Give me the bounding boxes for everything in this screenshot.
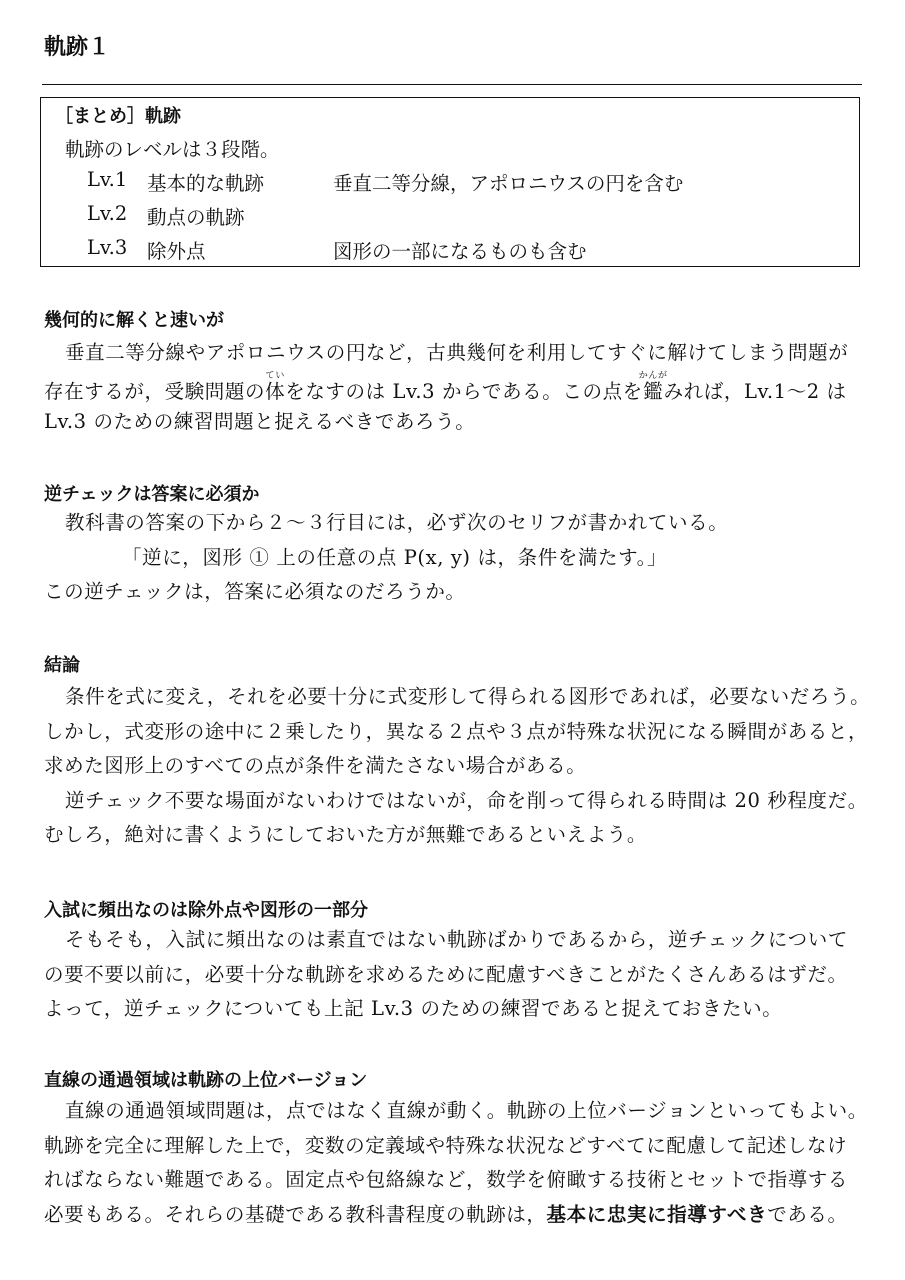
text-span: 存在するが，受験問題の — [44, 379, 266, 403]
section-body — [44, 1094, 868, 1232]
summary-box — [40, 97, 860, 267]
ruby-tei — [265, 370, 286, 403]
text-line: しかし，式変形の途中に２乗したり，異なる２点や３点が特殊な状況になる瞬間があると， — [44, 719, 869, 743]
text-line: 垂直二等分線やアポロニウスの円など，古典幾何を利用してすぐに解けてしまう問題が — [65, 341, 849, 364]
title-divider — [42, 84, 862, 85]
text-line: 直線の通過領域問題は，点ではなく直線が動く。軌跡の上位バージョンといってもよい。 — [65, 1099, 868, 1122]
text-line: 求めた図形上のすべての点が条件を満たさない場合がある。 — [44, 754, 587, 777]
level-label: Lv.1 — [87, 168, 128, 191]
text-line: の要不要以前に，必要十分な軌跡を求めるために配慮すべきことがたくさんあるはずだ。 — [44, 962, 848, 986]
level-label: Lv.2 — [87, 202, 128, 225]
section-heading: 逆チェックは答案に必須か — [44, 484, 260, 505]
section-heading: 幾何的に解くと速いが — [44, 310, 224, 331]
emphasis-text: 基本に忠実に指導すべき — [546, 1202, 768, 1226]
text-line: 軌跡を完全に理解した上で，変数の定義域や特殊な状況などすべてに配慮して記述しなけ — [44, 1133, 848, 1157]
ruby-base: 鑑 — [638, 379, 668, 403]
section-body — [44, 336, 864, 440]
text-line: 条件を式に変え，それを必要十分に式変形して得られる図形であれば，必要ないだろう。 — [65, 685, 871, 708]
text-line: Lv.3 のための練習問題と捉えるべきであろう。 — [44, 410, 476, 433]
text-line: 教科書の答案の下から２～３行目には，必ず次のセリフが書かれている。 — [65, 511, 729, 534]
ruby-base: 体 — [265, 379, 286, 403]
quote-line: 「逆に，図形 ① 上の任意の点 P(x, y) は，条件を満たす。」 — [122, 545, 668, 569]
ruby-text: かんが — [638, 370, 668, 381]
text-line: ればならない難題である。固定点や包絡線など，数学を俯瞰する技術とセットで指導する — [44, 1168, 849, 1191]
text-line — [44, 371, 864, 406]
level-label: Lv.3 — [87, 236, 128, 259]
level-note: 図形の一部になるものも含む — [333, 240, 587, 263]
level-name: 除外点 — [147, 240, 206, 263]
page-title: 軌跡１ — [44, 35, 111, 60]
text-line: この逆チェックは，答案に必須なのだろうか。 — [44, 580, 466, 603]
section-body — [44, 680, 871, 853]
ruby-text: てい — [265, 370, 286, 381]
text-span: みれば，Lv.1～2 は — [663, 379, 847, 403]
text-line: むしろ，絶対に書くようにしておいた方が無難であるといえよう。 — [44, 823, 648, 846]
text-line: 逆チェック不要な場面がないわけではないが，命を削って得られる時間は 20 秒程度だ。 — [65, 788, 868, 812]
section-heading: 結論 — [44, 655, 80, 676]
summary-heading: ［まとめ］軌跡 — [55, 106, 181, 127]
text-span: 必要もある。それらの基礎である教科書程度の軌跡は， — [44, 1202, 547, 1226]
text-line: そもそも，入試に頻出なのは素直ではない軌跡ばかりであるから，逆チェックについて — [65, 928, 848, 951]
text-span: をなすのは Lv.3 からである。この点を — [285, 379, 643, 403]
level-name: 動点の軌跡 — [147, 206, 245, 229]
section-heading: 入試に頻出なのは除外点や図形の一部分 — [44, 900, 368, 921]
text-span: である。 — [767, 1202, 848, 1226]
section-body — [44, 923, 864, 1027]
text-line: よって，逆チェックについても上記 Lv.3 のための練習であると捉えておきたい。 — [44, 997, 783, 1020]
section-heading: 直線の通過領域は軌跡の上位バージョン — [44, 1070, 368, 1091]
level-name: 基本的な軌跡 — [147, 172, 265, 195]
section-body — [44, 506, 864, 610]
summary-intro: 軌跡のレベルは３段階。 — [65, 138, 280, 161]
text-line — [44, 1198, 864, 1233]
level-note: 垂直二等分線，アポロニウスの円を含む — [333, 172, 684, 195]
ruby-kanga — [638, 370, 668, 403]
